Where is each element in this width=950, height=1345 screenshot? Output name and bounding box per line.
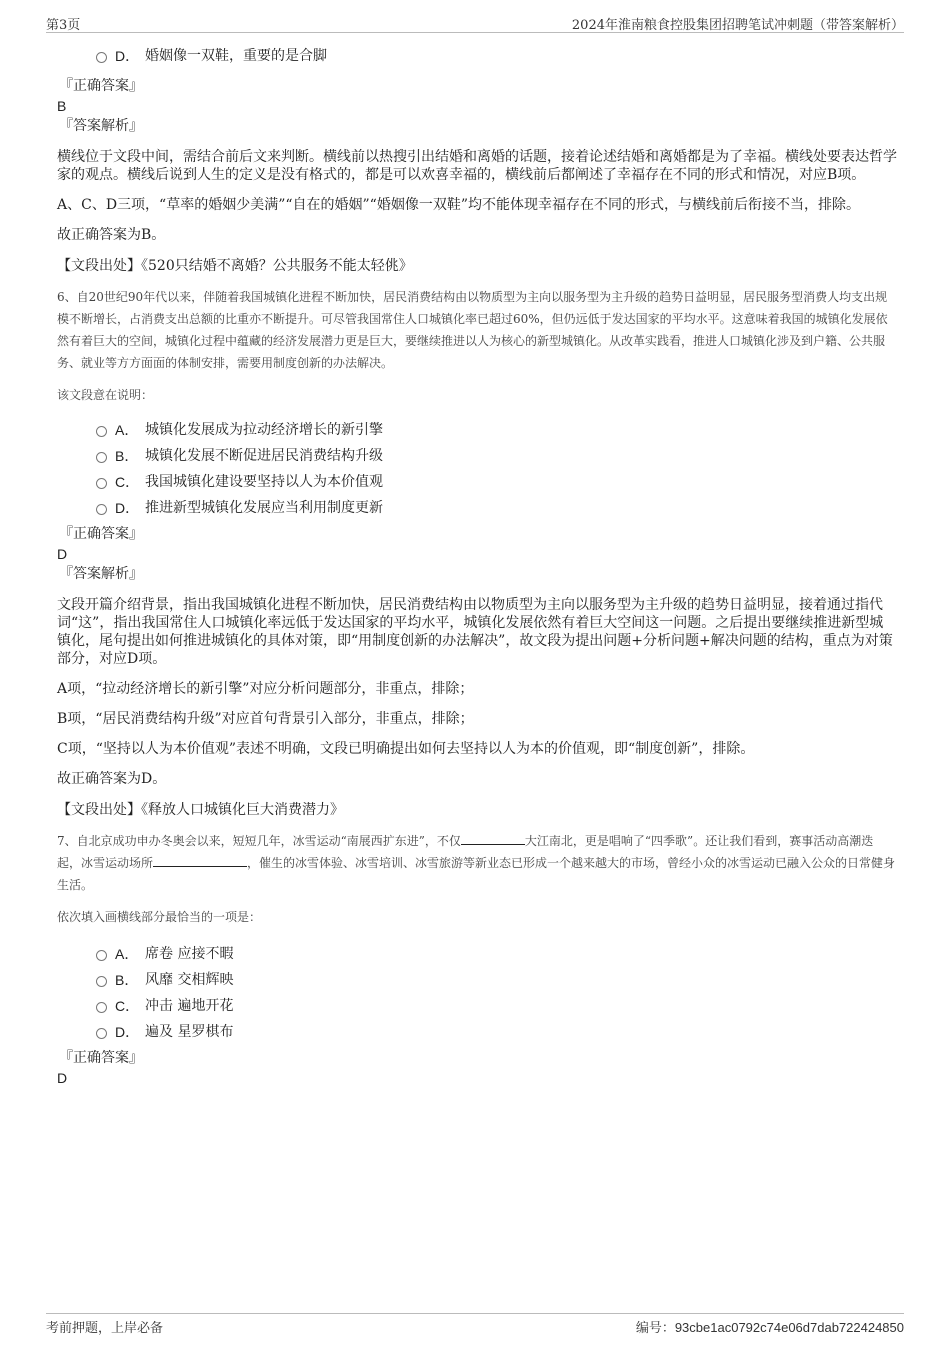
question-stem [57,830,897,896]
option-text: 遍及 星罗棋布 [145,1024,234,1040]
source-citation: 【文段出处】《释放人口城镇化巨大消费潜力》 [57,802,344,818]
answer-tag: 『正确答案』 [59,1050,143,1066]
option-d[interactable] [97,46,897,66]
stem-part: ，催生的冰雪体验、冰雪培训、冰雪旅游等新业态已形成一个越来越大的市场，曾经小众的冰雪运动已融入公众的日常健身生活。 [57,856,896,892]
radio-icon[interactable] [96,976,107,987]
radio-icon[interactable] [96,452,107,463]
page-footer [46,1313,904,1336]
radio-icon[interactable] [96,1028,107,1039]
answer-value: B [57,98,67,114]
footer-slogan: 考前押题，上岸必备 [46,1321,164,1336]
code-value: 93cbe1ac0792c74e06d7dab722424850 [674,1320,904,1335]
option-c[interactable] [97,472,897,492]
option-text: 席卷 应接不暇 [145,946,234,962]
radio-icon[interactable] [96,1002,107,1013]
explanation-paragraph: 故正确答案为B。 [57,227,166,243]
option-text: 风靡 交相辉映 [145,972,234,988]
option-text: 推进新型城镇化发展应当利用制度更新 [145,500,383,516]
document-title: 2024年淮南粮食控股集团招聘笔试冲刺题（带答案解析） [571,18,904,33]
answer-tag: 『正确答案』 [59,78,143,94]
option-d[interactable] [97,1022,897,1042]
option-letter: B． [115,972,139,988]
explanation-tag: 『答案解析』 [59,566,143,582]
option-letter: C． [115,474,140,490]
code-label: 编号： [635,1321,675,1336]
option-letter: D． [115,500,140,516]
question-prompt: 该文段意在说明： [57,388,154,402]
page-number: 第3页 [46,18,81,33]
option-text: 城镇化发展不断促进居民消费结构升级 [145,448,383,464]
radio-icon[interactable] [96,504,107,515]
page-header [46,14,904,33]
option-c[interactable] [97,996,897,1016]
explanation-paragraph: B项，“居民消费结构升级”对应首句背景引入部分，非重点，排除； [57,711,474,727]
stem-part: 7、自北京成功申办冬奥会以来，短短几年，冰雪运动“南展西扩东进”，不仅 [57,834,461,848]
option-letter: B． [115,448,139,464]
option-a[interactable] [97,944,897,964]
radio-icon[interactable] [96,478,107,489]
explanation-paragraph: 横线位于文段中间，需结合前后文来判断。横线前以热搜引出结婚和离婚的话题，接着论述结婚和离婚都是为了幸福。横线处要表达哲学家的观点。横线后说到人生的定义是没有格式的，都是可以欢喜幸福的，横线前后都阐述了幸福存在不同的形式和情况，对应B项。 [57,149,897,183]
option-a[interactable] [97,420,897,440]
option-letter: D． [115,1024,140,1040]
option-text: 婚姻像一双鞋，重要的是合脚 [145,48,327,64]
option-letter: A． [115,422,139,438]
document-code [636,1317,904,1336]
option-text: 城镇化发展成为拉动经济增长的新引擎 [145,422,383,438]
explanation-tag: 『答案解析』 [59,118,143,134]
answer-value: D [57,1070,68,1086]
radio-icon[interactable] [96,950,107,961]
answer-tag: 『正确答案』 [59,526,143,542]
answer-value: D [57,546,68,562]
fill-blank [153,854,247,867]
explanation-paragraph: 文段开篇介绍背景，指出我国城镇化进程不断加快，居民消费结构由以物质型为主向以服务型为主升级的趋势日益明显，接着通过指代词“这”，指出我国常住人口城镇化率远低于发达国家的平均水平，城镇化发展依然有着巨大空间这一问题。之后提出要继续推进新型城镇化，尾句提出如何推进城镇化的具体对策，即“用制度创新的办法解决”，故文段为提出问题+分析问题+解决问题的结构，重点为对策部分，对应D项。 [57,597,893,667]
explanation-paragraph: 故正确答案为D。 [57,771,167,787]
source-citation: 【文段出处】《520只结婚不离婚？公共服务不能太轻佻》 [57,258,413,274]
option-letter: D． [115,48,140,64]
option-letter: A． [115,946,139,962]
explanation-paragraph: C项，“坚持以人为本价值观”表述不明确，文段已明确提出如何去坚持以人为本的价值观，即“制度创新”，排除。 [57,741,755,757]
stem-part: 大江南北，更是唱响了“四季歌”。还让我们看到，赛事活动高潮迭起，冰雪运动场所 [57,834,874,870]
option-b[interactable] [97,970,897,990]
fill-blank [461,832,525,845]
page-content [57,46,897,1088]
option-d[interactable] [97,498,897,518]
question-stem: 6、自20世纪90年代以来，伴随着我国城镇化进程不断加快，居民消费结构由以物质型为主向以服务型为主升级的趋势日益明显，居民服务型消费人均支出规模不断增长，占消费支出总额的比重亦不断提升。可尽管我国常住人口城镇化率已超过60%，但仍远低于发达国家的平均水平。这意味着我国的城镇化发展依然有着巨大的空间，城镇化过程中蕴藏的经济发展潜力更是巨大，要继续推进以人为核心的新型城镇化。从改革实践看，推进人口城镇化涉及到户籍、公共服务、就业等方方面面的体制安排，需要用制度创新的办法解决。 [57,290,888,370]
explanation-paragraph: A、C、D三项，“草率的婚姻少美满”“自在的婚姻”“婚姻像一双鞋”均不能体现幸福存在不同的形式，与横线前后衔接不当，排除。 [57,197,860,213]
option-letter: C． [115,998,140,1014]
option-text: 冲击 遍地开花 [145,998,234,1014]
question-prompt: 依次填入画横线部分最恰当的一项是： [57,910,262,924]
option-text: 我国城镇化建设要坚持以人为本价值观 [145,474,383,490]
explanation-paragraph: A项，“拉动经济增长的新引擎”对应分析问题部分，非重点，排除； [57,681,474,697]
option-b[interactable] [97,446,897,466]
radio-icon[interactable] [96,426,107,437]
radio-icon[interactable] [96,52,107,63]
